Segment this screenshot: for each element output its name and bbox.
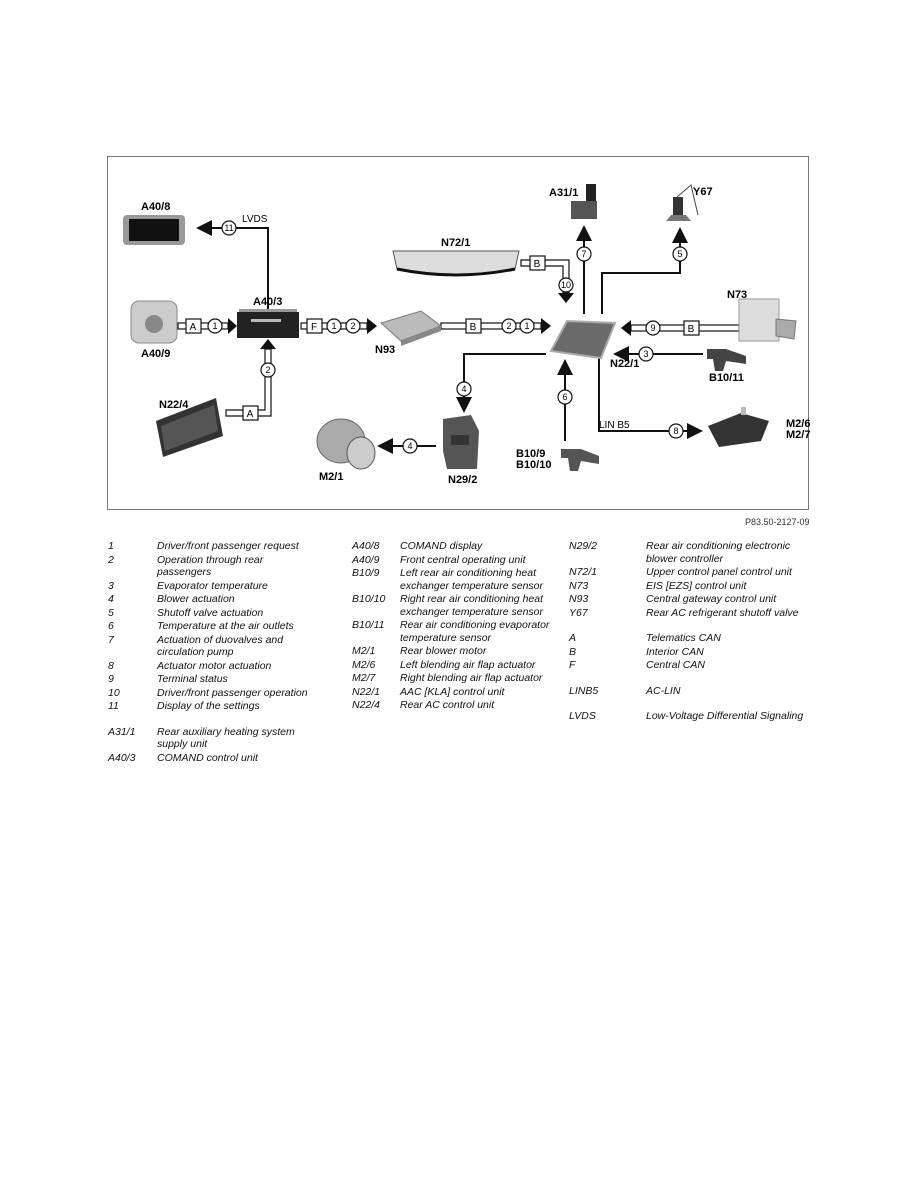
legend-key: M2/6 [352, 658, 376, 671]
legend-description: Terminal status [157, 673, 228, 685]
legend-item [108, 687, 308, 700]
blower-controller-image [443, 415, 479, 469]
legend-item [108, 673, 308, 686]
legend-item [352, 593, 557, 618]
legend-description: AAC [KLA] control unit [400, 685, 505, 698]
legend-key: A40/3 [108, 751, 136, 764]
legend-item [352, 699, 557, 712]
blower-motor-image [317, 419, 375, 469]
legend-key: 10 [108, 686, 120, 699]
eis-control-unit-image [739, 299, 796, 341]
signal-3: 3 [643, 349, 649, 359]
legend-key: B10/11 [352, 619, 385, 631]
legend-item [108, 554, 308, 579]
label-n73: N73 [727, 289, 748, 301]
signal-5: 5 [677, 249, 683, 259]
legend-key: A [569, 632, 577, 644]
heat-exchanger-sensor-image [561, 449, 599, 471]
bus-label-a: A [246, 409, 254, 420]
legend-description: Rear AC control unit [400, 699, 495, 711]
legend-description: Blower actuation [157, 593, 235, 605]
label-b10-10: B10/10 [516, 459, 552, 471]
legend-key: 11 [108, 700, 119, 712]
legend-description: Rear auxiliary heating system supply unit [157, 725, 295, 750]
signal-9: 9 [650, 323, 656, 333]
legend-gap [569, 673, 809, 685]
legend-description: Display of the settings [157, 700, 260, 712]
signal-8: 8 [673, 426, 679, 436]
network-diagram [107, 156, 809, 510]
legend-key: N22/1 [352, 685, 381, 698]
bus-label-a: A [189, 322, 197, 333]
flap-actuator-image [708, 407, 769, 447]
legend-item [108, 607, 308, 620]
legend-description: Rear air conditioning electronic blower controller [646, 540, 791, 565]
legend-item [108, 580, 308, 593]
lvds-label: LVDS [242, 214, 268, 225]
label-m2-6: M2/6 [786, 418, 811, 430]
signal-2: 2 [506, 321, 512, 331]
legend-item [108, 540, 308, 553]
legend-key: A40/9 [352, 553, 380, 566]
legend-item [352, 567, 557, 592]
legend-key: 9 [108, 673, 114, 685]
legend-key: M2/7 [352, 672, 376, 684]
lin-b5-label: LIN B5 [599, 420, 630, 431]
comand-display-image [123, 215, 185, 245]
legend-key: N93 [569, 593, 589, 605]
legend-item [569, 710, 809, 723]
legend-description: Actuation of duovalves and circulation pump [157, 633, 284, 658]
legend-key: 4 [108, 593, 114, 605]
signal-10: 10 [560, 280, 572, 290]
front-operating-unit-image [131, 301, 177, 343]
legend-description: Upper control panel control unit [646, 566, 792, 578]
legend-item [569, 659, 809, 672]
label-m2-7: M2/7 [786, 429, 811, 441]
label-a31-1: A31/1 [549, 187, 579, 199]
label-n93: N93 [375, 344, 396, 356]
legend-item [108, 660, 308, 673]
legend-description: Rear blower motor [400, 645, 487, 657]
legend-item [569, 540, 809, 565]
label-b10-9: B10/9 [516, 448, 546, 460]
legend-key: LVDS [569, 710, 596, 722]
legend-item [352, 686, 557, 699]
legend-description: Evaporator temperature [157, 579, 268, 592]
bus-label-b: B [469, 322, 477, 333]
legend-item [108, 620, 308, 633]
legend-item [352, 672, 557, 685]
legend-item [108, 752, 308, 765]
legend-item [569, 685, 809, 698]
legend-key: M2/1 [352, 645, 376, 657]
label-n29-2: N29/2 [448, 474, 478, 486]
legend-column-2 [352, 540, 557, 713]
legend-description: Front central operating unit [400, 553, 526, 566]
legend-description: Operation through rear passengers [157, 553, 264, 578]
signal-1: 1 [331, 321, 337, 331]
legend-description: Central CAN [646, 659, 705, 671]
label-n72-1: N72/1 [441, 237, 471, 249]
figure-reference: P83.50-2127-09 [745, 517, 810, 527]
legend-key: LINB5 [569, 684, 599, 697]
legend-key: N29/2 [569, 540, 598, 552]
signal-4: 4 [461, 384, 467, 394]
legend-description: Right rear air conditioning heat exchanger temperature sensor [400, 593, 544, 618]
legend-description: COMAND control unit [157, 751, 258, 764]
bus-label-b: B [533, 259, 541, 270]
signal-2: 2 [265, 365, 271, 375]
legend-key: B10/9 [352, 567, 380, 579]
bus-label-f: F [310, 322, 318, 333]
legend-item [569, 646, 809, 659]
bus-label-b: B [687, 324, 695, 335]
label-n22-1: N22/1 [610, 358, 640, 370]
evaporator-sensor-image [707, 349, 746, 371]
legend-key: 2 [108, 553, 114, 566]
legend-description: Shutoff valve actuation [157, 606, 264, 619]
legend-description: Left rear air conditioning heat exchanger temperature sensor [400, 567, 543, 592]
label-b10-11: B10/11 [709, 372, 744, 384]
legend-description: Temperature at the air outlets [157, 620, 294, 632]
legend-key: 7 [108, 633, 114, 646]
legend-column-1 [108, 540, 308, 765]
comand-control-unit-image [237, 309, 299, 338]
legend-key: Y67 [569, 606, 588, 619]
legend-item [108, 634, 308, 659]
legend-description: Driver/front passenger operation [157, 686, 308, 699]
legend-item [352, 554, 557, 567]
upper-control-panel-image [393, 251, 519, 275]
signal-7: 7 [581, 249, 587, 259]
legend-description: Actuator motor actuation [157, 659, 272, 672]
signal-6: 6 [562, 392, 568, 402]
legend-description: Rear air conditioning evaporator temperature sensor [400, 619, 550, 644]
gateway-unit-image [381, 311, 441, 346]
signal-4: 4 [407, 441, 413, 451]
legend-description: Telematics CAN [646, 632, 721, 644]
legend-description: Driver/front passenger request [157, 540, 299, 552]
signal-2: 2 [350, 321, 356, 331]
signal-1: 1 [212, 321, 218, 331]
legend-item [569, 607, 809, 620]
legend-key: 8 [108, 659, 114, 672]
label-a40-9: A40/9 [141, 348, 171, 360]
legend-item [108, 700, 308, 713]
legend-key: B10/10 [352, 593, 386, 605]
legend-item [569, 593, 809, 606]
signal-1: 1 [524, 321, 530, 331]
legend-key: B [569, 645, 577, 658]
legend-item [569, 566, 809, 579]
aac-control-unit-image [551, 321, 615, 358]
legend-key: 3 [108, 579, 114, 592]
legend-key: F [569, 659, 576, 671]
legend-item [108, 593, 308, 606]
legend-item [569, 580, 809, 593]
legend-item [108, 726, 308, 751]
label-m2-1: M2/1 [319, 471, 344, 483]
legend-item [352, 540, 557, 553]
legend-key: N72/1 [569, 566, 598, 578]
legend-key: 1 [108, 540, 114, 552]
legend-column-3 [569, 540, 809, 724]
legend-gap [108, 714, 308, 726]
legend-description: Right blending air flap actuator [400, 672, 543, 684]
legend-item [569, 632, 809, 645]
legend-description: Low-Voltage Differential Signaling [646, 710, 804, 722]
label-a40-8: A40/8 [141, 201, 171, 213]
legend-item [352, 645, 557, 658]
legend-gap [569, 620, 809, 632]
legend-key: A40/8 [352, 540, 380, 552]
legend-description: AC-LIN [646, 684, 681, 697]
legend-key: 6 [108, 620, 114, 632]
legend-description: Interior CAN [646, 645, 704, 658]
legend-description: Left blending air flap actuator [400, 658, 536, 671]
legend-description: EIS [EZS] control unit [646, 579, 747, 592]
legend-item [352, 659, 557, 672]
label-a40-3: A40/3 [253, 296, 283, 308]
legend-description: COMAND display [400, 540, 483, 552]
legend-description: Rear AC refrigerant shutoff valve [646, 606, 799, 619]
legend-gap [569, 698, 809, 710]
legend-description: Central gateway control unit [646, 593, 777, 605]
signal-11: 11 [224, 223, 234, 233]
legend-key: A31/1 [108, 725, 136, 738]
legend-key: N73 [569, 579, 589, 592]
legend-item [352, 619, 557, 644]
legend-key: N22/4 [352, 699, 381, 711]
label-n22-4: N22/4 [159, 399, 189, 411]
label-y67: Y67 [693, 186, 713, 198]
legend-key: 5 [108, 606, 114, 619]
